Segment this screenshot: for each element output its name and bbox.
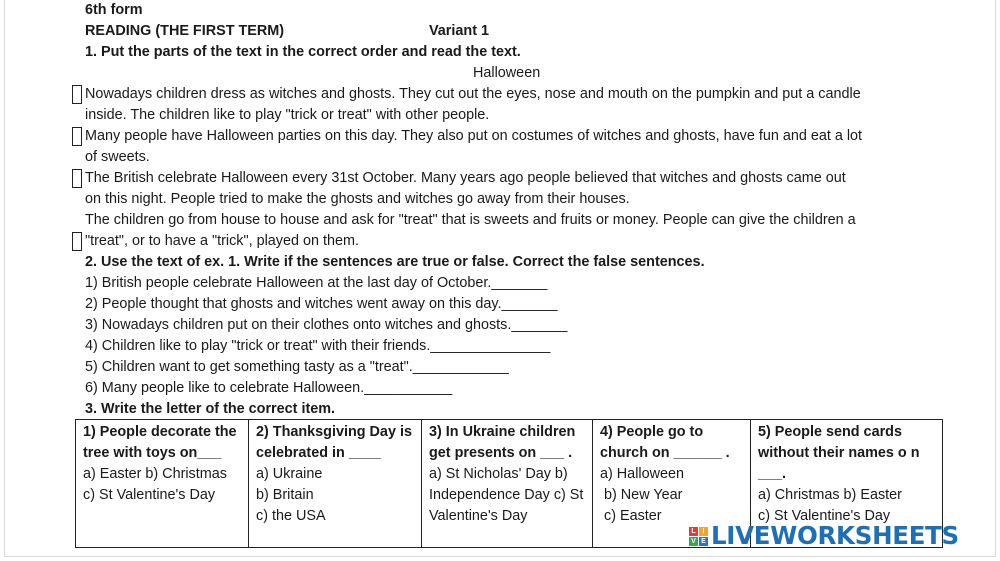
- item-option: a) Ukraine: [256, 466, 323, 482]
- item-question: 5) People send cards without their names o n ___.: [758, 424, 920, 482]
- order-box-2[interactable]: [72, 127, 82, 146]
- ex2-instruction: 2. Use the text of ex. 1. Write if the sentences are true or false. Correct the false sentences.: [85, 254, 705, 270]
- grade-label: 6th form: [85, 2, 143, 18]
- paragraph-2-line-1: Many people have Halloween parties on this day. They also put on costumes of witches and ghosts, have fun and eat a lot: [85, 126, 862, 147]
- paragraph-3-line-1: The British celebrate Halloween every 31st October. Many years ago people believed that witches and ghosts came out: [85, 168, 846, 189]
- sentence-6: 6) Many people like to celebrate Halloween.___________: [85, 380, 453, 396]
- item-cell-3: [422, 420, 593, 548]
- paragraph-2-line-2: of sweets.: [85, 149, 150, 165]
- item-option: c) St Valentine's Day: [758, 508, 891, 524]
- item-option: b) Britain: [256, 487, 314, 503]
- paragraph-1-line-2: inside. The children like to play "trick or treat" with other people.: [85, 107, 490, 123]
- sentence-3: 3) Nowadays children put on their clothes onto witches and ghosts._______: [85, 317, 568, 333]
- item-option: a) Easter b) Christmas: [83, 466, 227, 482]
- ex1-instruction: 1. Put the parts of the text in the correct order and read the text.: [85, 44, 521, 60]
- item-cell-2: [249, 420, 422, 548]
- item-option: a) Halloween: [600, 466, 684, 482]
- item-question: 4) People go to church on ______ .: [600, 424, 730, 461]
- liveworksheets-logo[interactable]: [689, 520, 959, 552]
- order-box-3[interactable]: [72, 169, 82, 188]
- item-option: a) Christmas b) Easter: [758, 487, 902, 503]
- logo-text: LIVEWORKSHEETS: [711, 521, 959, 550]
- text-title: Halloween: [473, 65, 541, 81]
- logo-tile: L: [689, 527, 698, 536]
- logo-tile: V: [689, 537, 698, 546]
- item-question: 2) Thanksgiving Day is celebrated in ____: [256, 424, 412, 461]
- sentence-4: 4) Children like to play "trick or treat" with their friends._______________: [85, 338, 551, 354]
- sentence-1: 1) British people celebrate Halloween at the last day of October._______: [85, 275, 548, 291]
- item-question: 3) In Ukraine children get presents on ___ .: [429, 424, 576, 461]
- paragraph-1-line-1: Nowadays children dress as witches and ghosts. They cut out the eyes, nose and mouth on the pumpkin and put a candle: [85, 84, 861, 105]
- item-option: c) St Valentine's Day: [83, 487, 216, 503]
- logo-tile: E: [699, 537, 708, 546]
- order-box-4[interactable]: [72, 232, 82, 251]
- item-option: c) the USA: [256, 508, 326, 524]
- logo-icon: [689, 527, 708, 546]
- paragraph-4-line-1: The children go from house to house and ask for "treat" that is sweets and fruits or money. People can give the children a: [85, 212, 856, 228]
- item-option: b) New Year: [600, 487, 683, 503]
- sentence-5: 5) Children want to get something tasty as a "treat".____________: [85, 359, 509, 375]
- item-option: c) Easter: [600, 508, 662, 524]
- item-cell-1: [76, 420, 249, 548]
- paragraph-3-line-2: on this night. People tried to make the ghosts and witches go away from their houses.: [85, 191, 630, 207]
- sentence-2: 2) People thought that ghosts and witches went away on this day._______: [85, 296, 558, 312]
- item-question: 1) People decorate the tree with toys on___: [83, 424, 237, 461]
- subject-label: READING (THE FIRST TERM): [85, 23, 285, 39]
- logo-tile: I: [699, 527, 708, 536]
- paragraph-4-line-2: "treat", or to have a "trick", played on them.: [85, 231, 359, 252]
- ex3-instruction: 3. Write the letter of the correct item.: [85, 401, 336, 417]
- order-box-1[interactable]: [72, 85, 82, 104]
- variant-label: Variant 1: [429, 23, 489, 39]
- item-option: a) St Nicholas' Day b) Independence Day c) St Valentine's Day: [429, 466, 584, 524]
